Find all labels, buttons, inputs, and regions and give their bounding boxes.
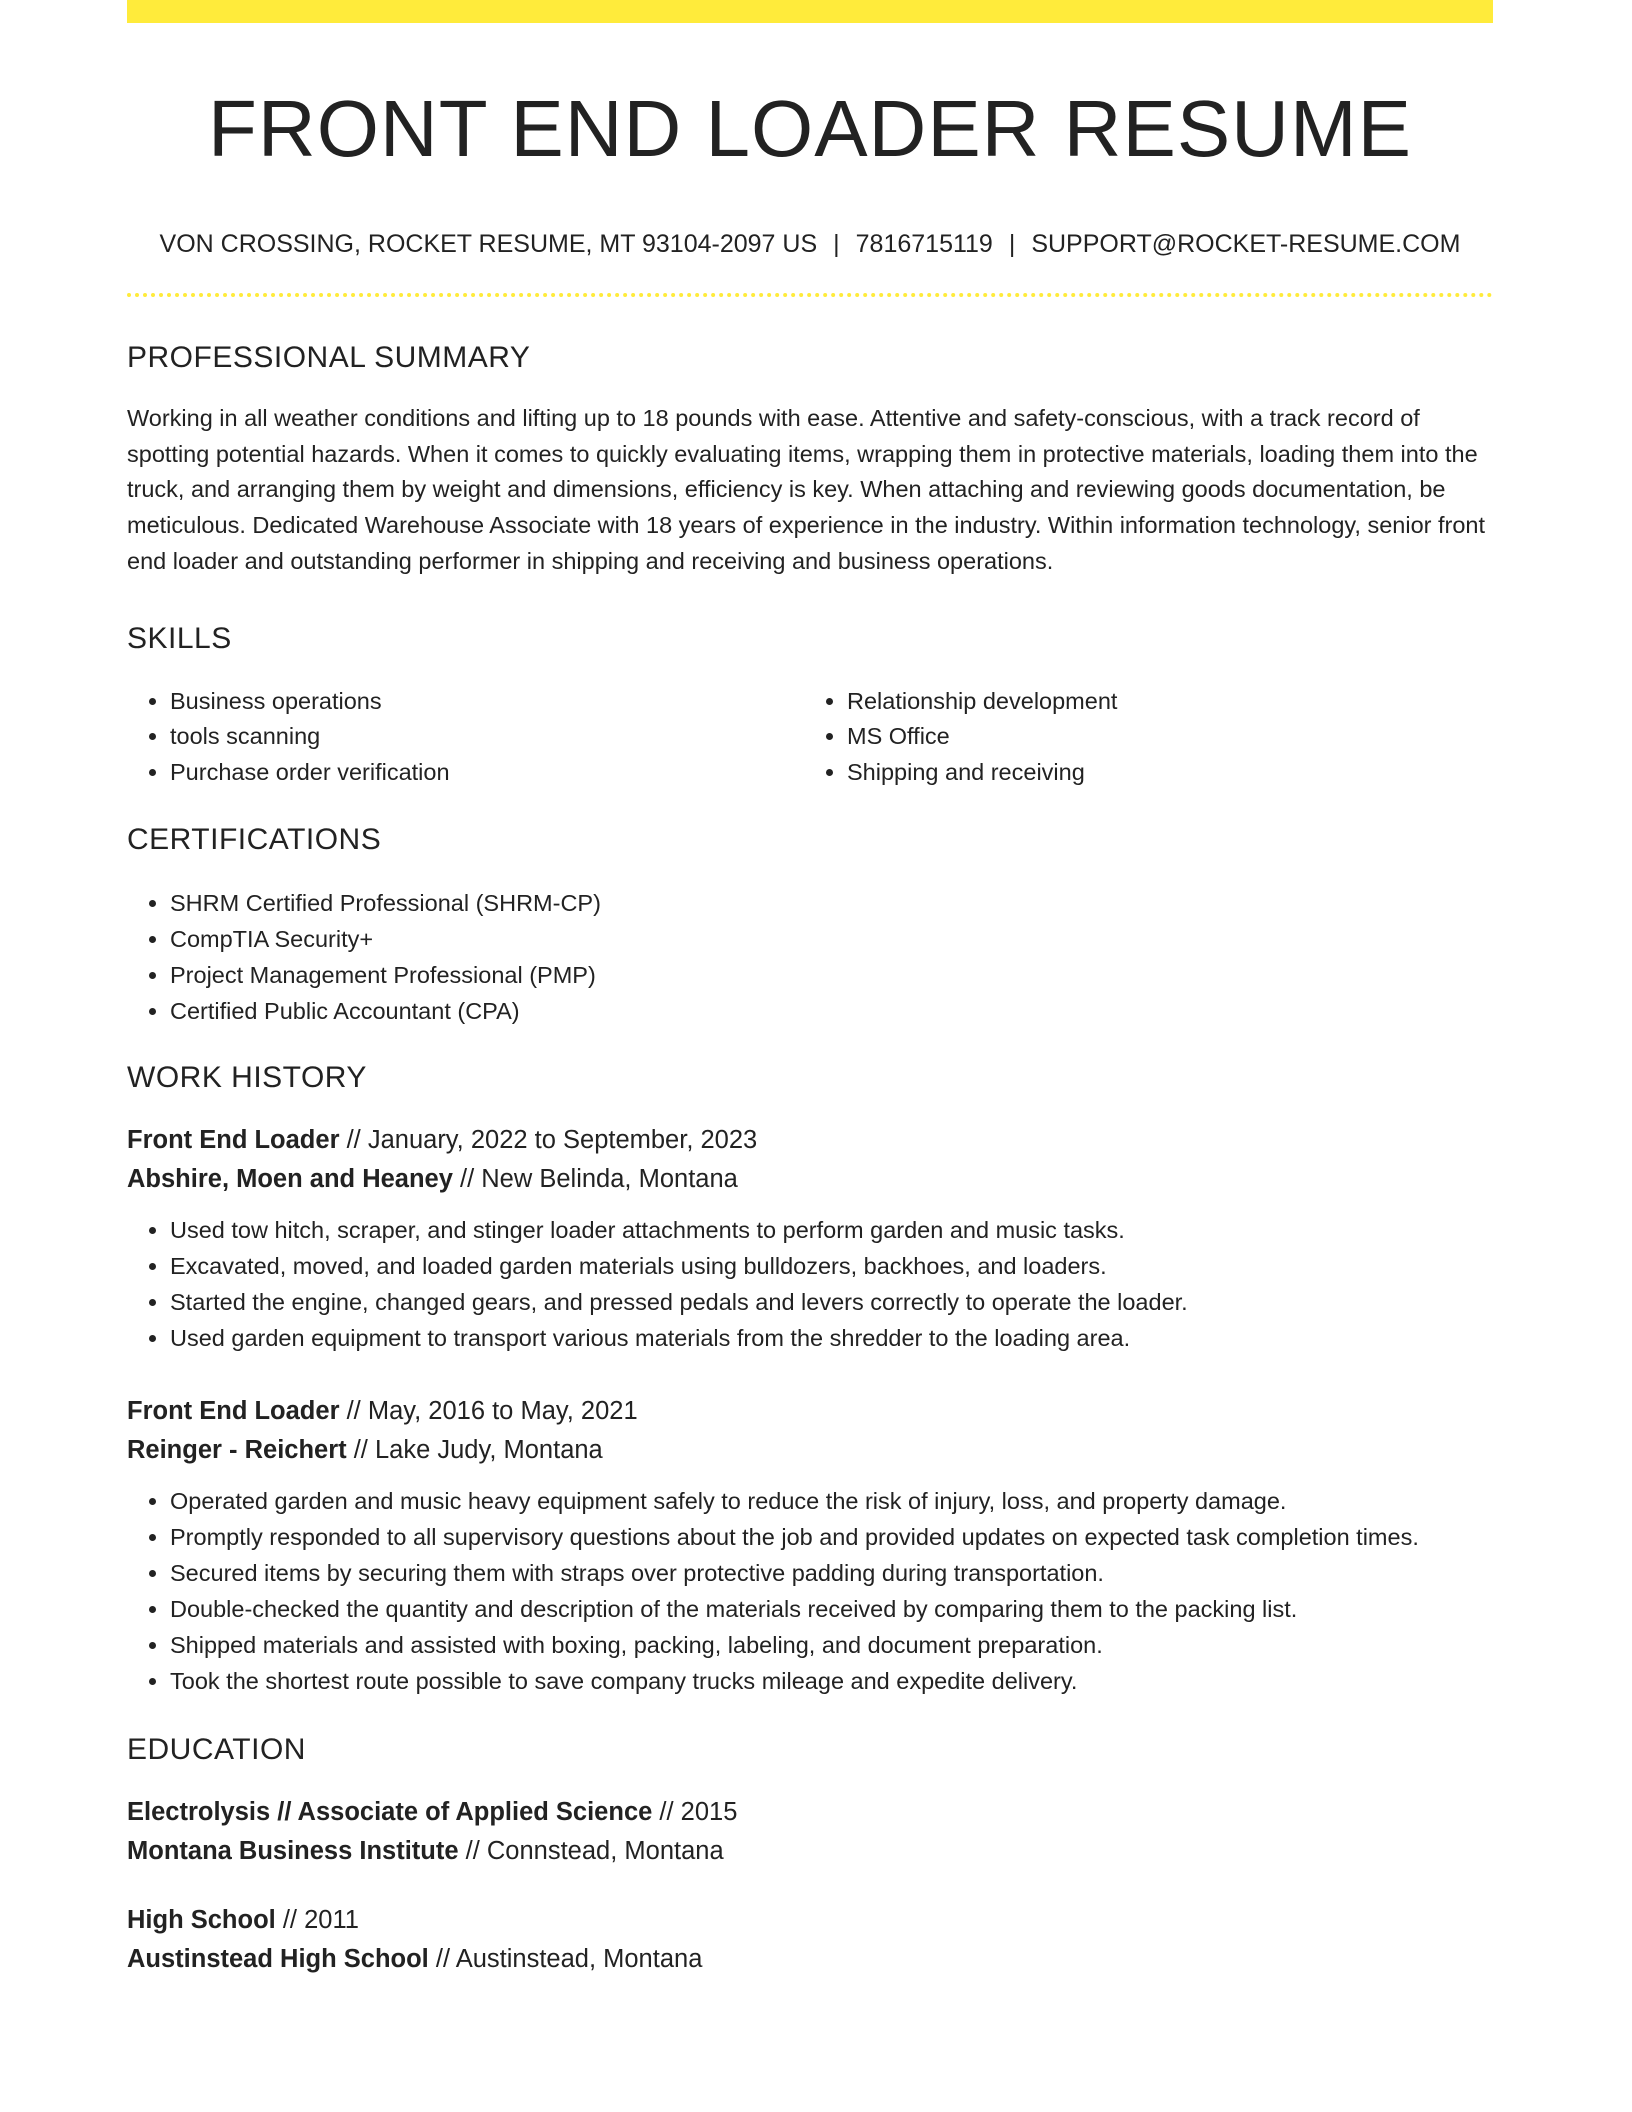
education-degree-line [127, 1793, 1493, 1832]
certification-item: • Project Management Professional (PMP) [170, 957, 1493, 993]
education-school-line [127, 1832, 1493, 1871]
contact-line [127, 229, 1493, 259]
job-company-line [127, 1431, 1493, 1470]
resume-title: FRONT END LOADER RESUME [208, 84, 1412, 173]
education-school: Austinstead High School [127, 1944, 429, 1973]
dotted-divider [127, 293, 1493, 297]
skill-item: • Relationship development [847, 684, 1493, 720]
contact-email: SUPPORT@ROCKET-RESUME.COM [1031, 230, 1461, 258]
skills-list-right [816, 684, 1493, 791]
contact-separator: | [1008, 230, 1016, 258]
education-location: // Austinstead, Montana [428, 1944, 703, 1973]
education-location: // Connstead, Montana [458, 1836, 724, 1865]
education-year: // 2011 [275, 1905, 359, 1934]
job-bullet: • Used tow hitch, scraper, and stinger loader attachments to perform garden and music tasks. [170, 1212, 1493, 1248]
job-entry-header [127, 1121, 1493, 1199]
skill-item: • MS Office [847, 719, 1493, 755]
job-bullet: • Double-checked the quantity and description of the materials received by comparing them to the packing list. [170, 1591, 1493, 1627]
job-dates: // January, 2022 to September, 2023 [339, 1125, 758, 1154]
job-bullets-list [127, 1212, 1493, 1356]
accent-top-bar [127, 0, 1493, 23]
job-title-line [127, 1392, 1493, 1431]
contact-separator: | [833, 230, 840, 258]
certification-item: • Certified Public Accountant (CPA) [170, 993, 1493, 1029]
job-company: Abshire, Moen and Heaney [127, 1164, 453, 1193]
contact-phone: 7816715119 [855, 230, 993, 258]
job-title: Front End Loader [127, 1396, 340, 1425]
job-bullet: • Started the engine, changed gears, and pressed pedals and levers correctly to operate the loader. [170, 1284, 1493, 1320]
job-location: // Lake Judy, Montana [346, 1435, 603, 1464]
job-company: Reinger - Reichert [127, 1435, 347, 1464]
skill-item: • tools scanning [170, 719, 816, 755]
education-degree: Electrolysis // Associate of Applied Science [127, 1797, 653, 1826]
education-year: // 2015 [652, 1797, 738, 1826]
job-bullet: • Secured items by securing them with straps over protective padding during transportation. [170, 1555, 1493, 1591]
summary-paragraph: Working in all weather conditions and lifting up to 18 pounds with ease. Attentive and safety-conscious, with a track record of spotting potential hazards. When it comes to quickly evaluating items, wrapping them in protective materials, loading them into the truck, and arranging them by weight and dimensions, efficiency is key. When attaching and reviewing goods documentation, be meticulous. Dedicated Warehouse Associate with 18 years of experience in the industry. Within information technology, senior front end loader and outstanding performer in shipping and receiving and business operations. [127, 405, 1486, 574]
job-bullet: • Used garden equipment to transport various materials from the shredder to the loading area. [170, 1320, 1493, 1356]
section-heading-education: EDUCATION [127, 1732, 306, 1766]
job-bullet: • Took the shortest route possible to save company trucks mileage and expedite delivery. [170, 1663, 1493, 1699]
contact-address: VON CROSSING, ROCKET RESUME, MT 93104-2097 US [159, 230, 818, 258]
certifications-list [127, 885, 1493, 1029]
section-heading-certifications: CERTIFICATIONS [127, 822, 382, 856]
job-title: Front End Loader [127, 1125, 340, 1154]
resume-page [127, 0, 1493, 1979]
skill-item: • Shipping and receiving [847, 755, 1493, 791]
education-degree-line [127, 1901, 1493, 1940]
job-entry-header [127, 1392, 1493, 1470]
skills-list-left [127, 684, 816, 791]
section-heading-skills: SKILLS [127, 621, 232, 655]
education-school: Montana Business Institute [127, 1836, 459, 1865]
section-heading-work-history: WORK HISTORY [127, 1060, 367, 1094]
job-location: // New Belinda, Montana [452, 1164, 738, 1193]
job-company-line [127, 1160, 1493, 1199]
job-title-line [127, 1121, 1493, 1160]
skills-grid [127, 684, 1493, 791]
job-bullet: • Excavated, moved, and loaded garden materials using bulldozers, backhoes, and loaders. [170, 1248, 1493, 1284]
section-heading-summary: PROFESSIONAL SUMMARY [127, 341, 531, 374]
education-school-line [127, 1940, 1493, 1979]
skill-item: • Purchase order verification [170, 755, 816, 791]
job-bullet: • Promptly responded to all supervisory questions about the job and provided updates on expected task completion times. [170, 1519, 1493, 1555]
job-bullet: • Shipped materials and assisted with boxing, packing, labeling, and document preparation. [170, 1627, 1493, 1663]
certification-item: • SHRM Certified Professional (SHRM-CP) [170, 885, 1493, 921]
education-entry [127, 1901, 1493, 1979]
job-bullets-list [127, 1483, 1493, 1699]
education-entry [127, 1793, 1493, 1871]
education-degree: High School [127, 1905, 276, 1934]
job-dates: // May, 2016 to May, 2021 [339, 1396, 638, 1425]
certification-item: • CompTIA Security+ [170, 921, 1493, 957]
skill-item: • Business operations [170, 684, 816, 720]
job-bullet: • Operated garden and music heavy equipment safely to reduce the risk of injury, loss, and property damage. [170, 1483, 1493, 1519]
